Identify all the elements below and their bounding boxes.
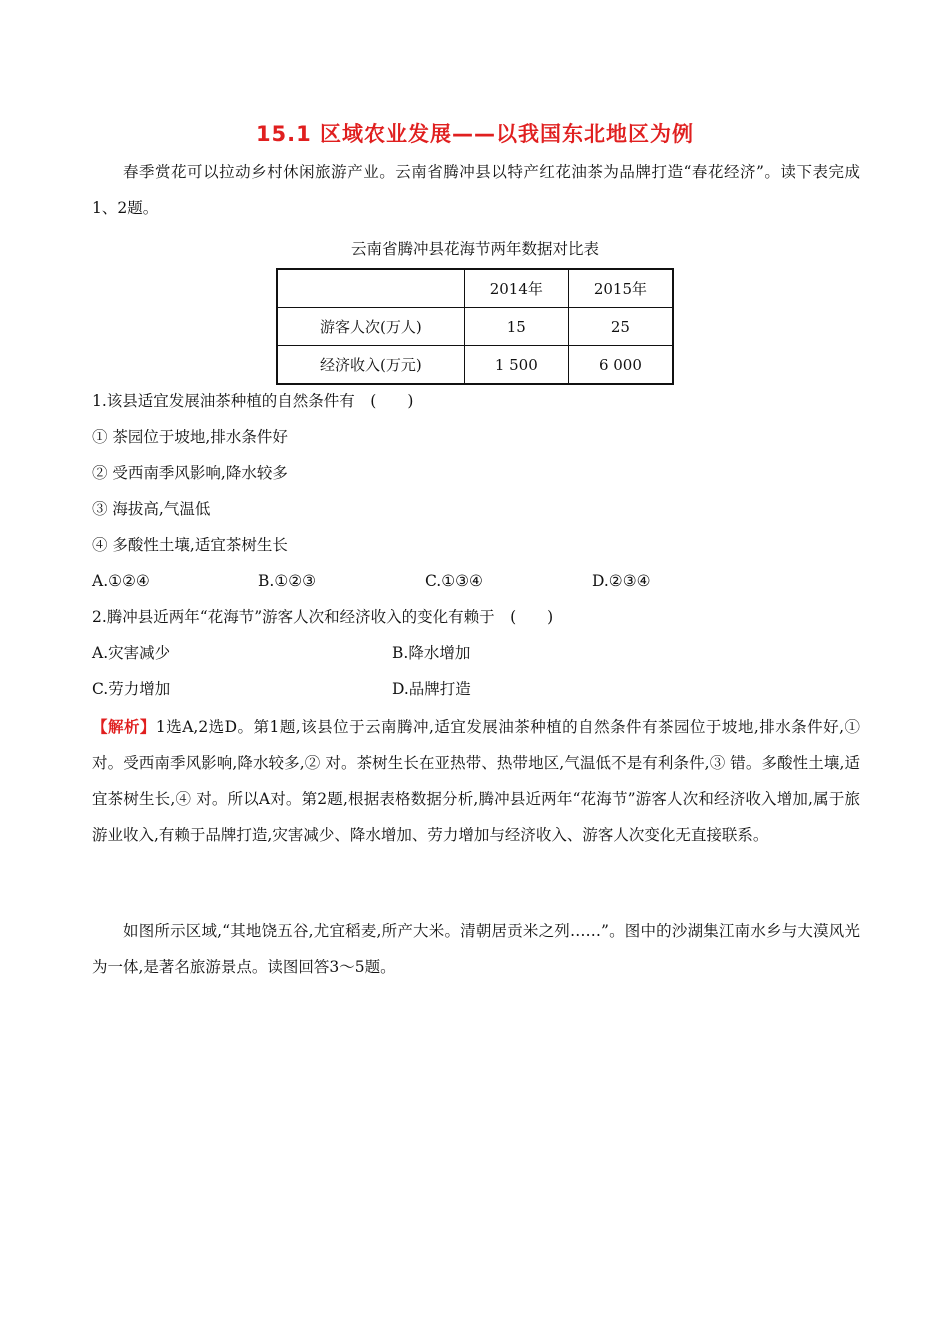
table-header-row [277, 269, 673, 308]
question-2-option-a: A.灾害减少 [92, 644, 171, 662]
analysis-text: 1选A,2选D。第1题,该县位于云南腾冲,适宜发展油茶种植的自然条件有茶园位于坡地,排水条件好,① 对。受西南季风影响,降水较多,② 对。茶树生长在亚热带、热带地区,气温低不是有利条件,③ 错。多酸性土壤,适宜茶树生长,④ 对。所以A对。第2题,根据表格数据分析,腾冲县近两年“花海节”游客人次和经济收入增加,属于旅游业收入,有赖于品牌打造,灾害减少、降水增加、劳力增加与经济收入、游客人次变化无直接联系。 [92, 718, 860, 844]
question-2-option-b: B.降水增加 [392, 644, 471, 662]
question-2-stem: 2.腾冲县近两年“花海节”游客人次和经济收入的变化有赖于 ( ) [92, 608, 554, 626]
table-header-cell [277, 269, 464, 308]
question-1-option-a: A.①②④ [92, 572, 150, 590]
question-1-stem: 1.该县适宜发展油茶种植的自然条件有 ( ) [92, 392, 414, 410]
table-header-cell: 2014年 [464, 269, 568, 308]
table-caption: 云南省腾冲县花海节两年数据对比表 [350, 240, 599, 258]
question-1-option-b: B.①②③ [258, 572, 317, 590]
table-header-cell: 2015年 [568, 269, 673, 308]
table-row [277, 346, 673, 385]
table-row [277, 308, 673, 346]
intro-paragraph: 春季赏花可以拉动乡村休闲旅游产业。云南省腾冲县以特产红花油茶为品牌打造“春花经济”。读下表完成1、2题。 [92, 163, 860, 217]
table-cell: 6 000 [568, 346, 673, 385]
table-cell: 1 500 [464, 346, 568, 385]
question-1-item: ④ 多酸性土壤,适宜茶树生长 [92, 536, 288, 554]
table-cell: 15 [464, 308, 568, 346]
data-table [276, 268, 674, 385]
question-2-option-c: C.劳力增加 [92, 680, 171, 698]
table-cell: 经济收入(万元) [277, 346, 464, 385]
page-title: 15.1 区域农业发展——以我国东北地区为例 [255, 122, 695, 146]
question-2-option-d: D.品牌打造 [392, 680, 471, 698]
question-1-item: ① 茶园位于坡地,排水条件好 [92, 428, 288, 446]
question-1-option-d: D.②③④ [592, 572, 651, 590]
table-cell: 25 [568, 308, 673, 346]
passage-paragraph: 如图所示区域,“其地饶五谷,尤宜稻麦,所产大米。清朝居贡米之列……”。图中的沙湖集江南水乡与大漠风光为一体,是著名旅游景点。读图回答3～5题。 [92, 922, 860, 976]
analysis-tag: 【解析】 [92, 717, 156, 736]
question-1-option-c: C.①③④ [425, 572, 483, 590]
question-1-item: ② 受西南季风影响,降水较多 [92, 464, 288, 482]
question-1-item: ③ 海拔高,气温低 [92, 500, 211, 518]
analysis-paragraph [92, 709, 860, 853]
table-cell: 游客人次(万人) [277, 308, 464, 346]
